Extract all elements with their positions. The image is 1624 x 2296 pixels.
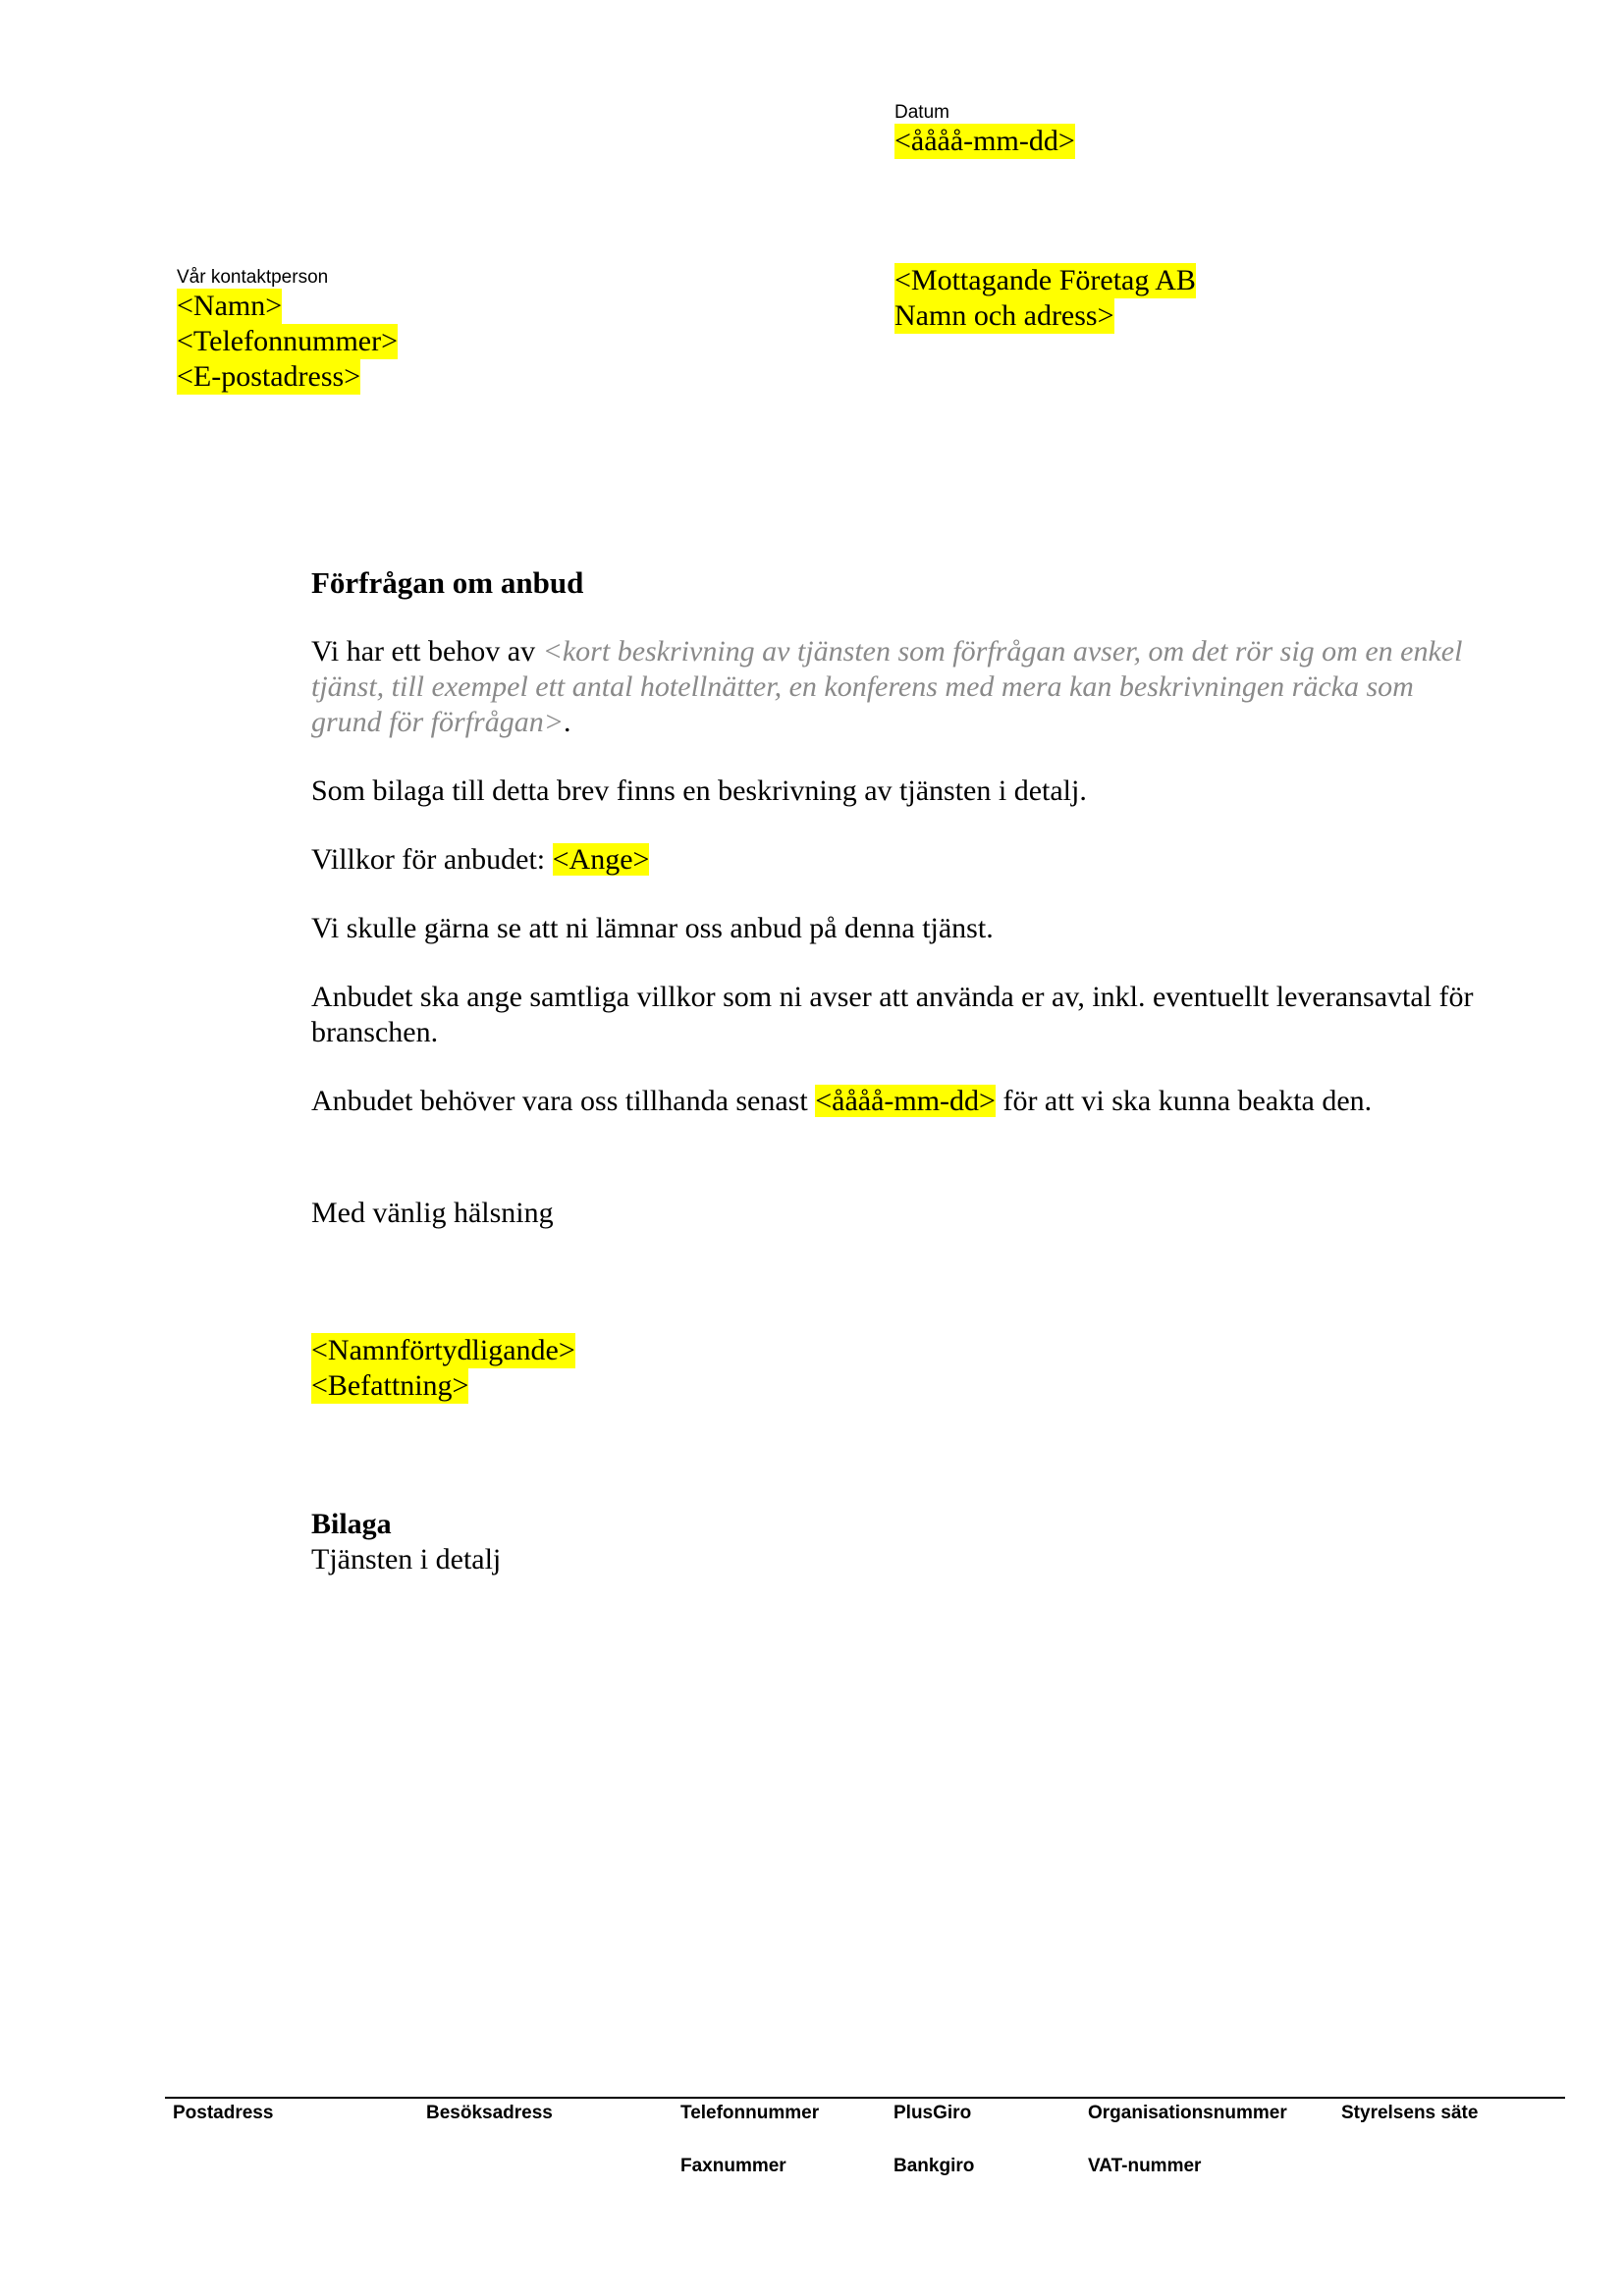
service-description-placeholder: <kort beskrivning av tjänsten som förfrågan avser, om det rör sig om en enkel tjänst, till exempel ett antal hotellnätter, en konferens med mera kan beskrivningen räcka som grund för förfrågan>: [311, 635, 1463, 738]
deadline-date-placeholder: <åååå-mm-dd>: [815, 1085, 996, 1117]
recipient-line-1: <Mottagande Företag AB: [894, 264, 1196, 296]
footer-telefonnummer: Telefonnummer: [680, 2103, 820, 2123]
footer-plusgiro: PlusGiro: [893, 2103, 972, 2123]
deadline-lead: Anbudet behöver vara oss tillhanda senast: [311, 1085, 816, 1117]
signature-block: [311, 1333, 575, 1404]
paragraph-need-lead: Vi har ett behov av: [311, 635, 543, 667]
contact-block: [177, 267, 398, 395]
date-label: Datum: [894, 102, 949, 123]
recipient-block: [894, 263, 1196, 334]
letter-heading: Förfrågan om anbud: [311, 565, 584, 600]
footer-organisationsnummer: Organisationsnummer: [1088, 2103, 1287, 2123]
footer-postadress: Postadress: [173, 2103, 274, 2123]
paragraph-conditions: [311, 842, 1480, 878]
conditions-lead: Villkor för anbudet:: [311, 843, 553, 876]
paragraph-request: Vi skulle gärna se att ni lämnar oss anbud på denna tjänst.: [311, 912, 994, 944]
paragraph-deadline: [311, 1084, 1480, 1119]
letter-body: [311, 565, 1480, 1152]
signer-name-placeholder: <Namnförtydligande>: [311, 1334, 575, 1366]
paragraph-need-end: .: [563, 706, 571, 738]
date-value: <åååå-mm-dd>: [894, 125, 1075, 157]
paragraph-attachment-note: Som bilaga till detta brev finns en beskrivning av tjänsten i detalj.: [311, 774, 1087, 807]
closing-block: [311, 1196, 554, 1231]
conditions-placeholder: <Ange>: [552, 843, 650, 876]
footer-bankgiro: Bankgiro: [893, 2156, 975, 2176]
contact-phone: <Telefonnummer>: [177, 325, 398, 357]
attachment-block: [311, 1507, 501, 1577]
paragraph-terms: Anbudet ska ange samtliga villkor som ni avser att använda er av, inkl. eventuellt leveransavtal för branschen.: [311, 981, 1474, 1048]
deadline-end: för att vi ska kunna beakta den.: [995, 1085, 1373, 1117]
footer-faxnummer: Faxnummer: [680, 2156, 786, 2176]
footer-divider: [165, 2097, 1565, 2099]
contact-label: Vår kontaktperson: [177, 267, 329, 288]
attachment-item: Tjänsten i detalj: [311, 1543, 502, 1575]
recipient-line-2: Namn och adress>: [894, 299, 1114, 332]
contact-email: <E-postadress>: [177, 360, 361, 393]
footer-besoksadress: Besöksadress: [426, 2103, 553, 2123]
signer-title-placeholder: <Befattning>: [311, 1369, 469, 1402]
paragraph-need: [311, 634, 1480, 740]
closing-greeting: Med vänlig hälsning: [311, 1197, 554, 1229]
contact-name: <Namn>: [177, 290, 283, 322]
footer-vat-nummer: VAT-nummer: [1088, 2156, 1202, 2176]
date-block: [894, 102, 1075, 159]
attachment-heading: Bilaga: [311, 1508, 392, 1540]
footer-styrelsens-sate: Styrelsens säte: [1341, 2103, 1479, 2123]
